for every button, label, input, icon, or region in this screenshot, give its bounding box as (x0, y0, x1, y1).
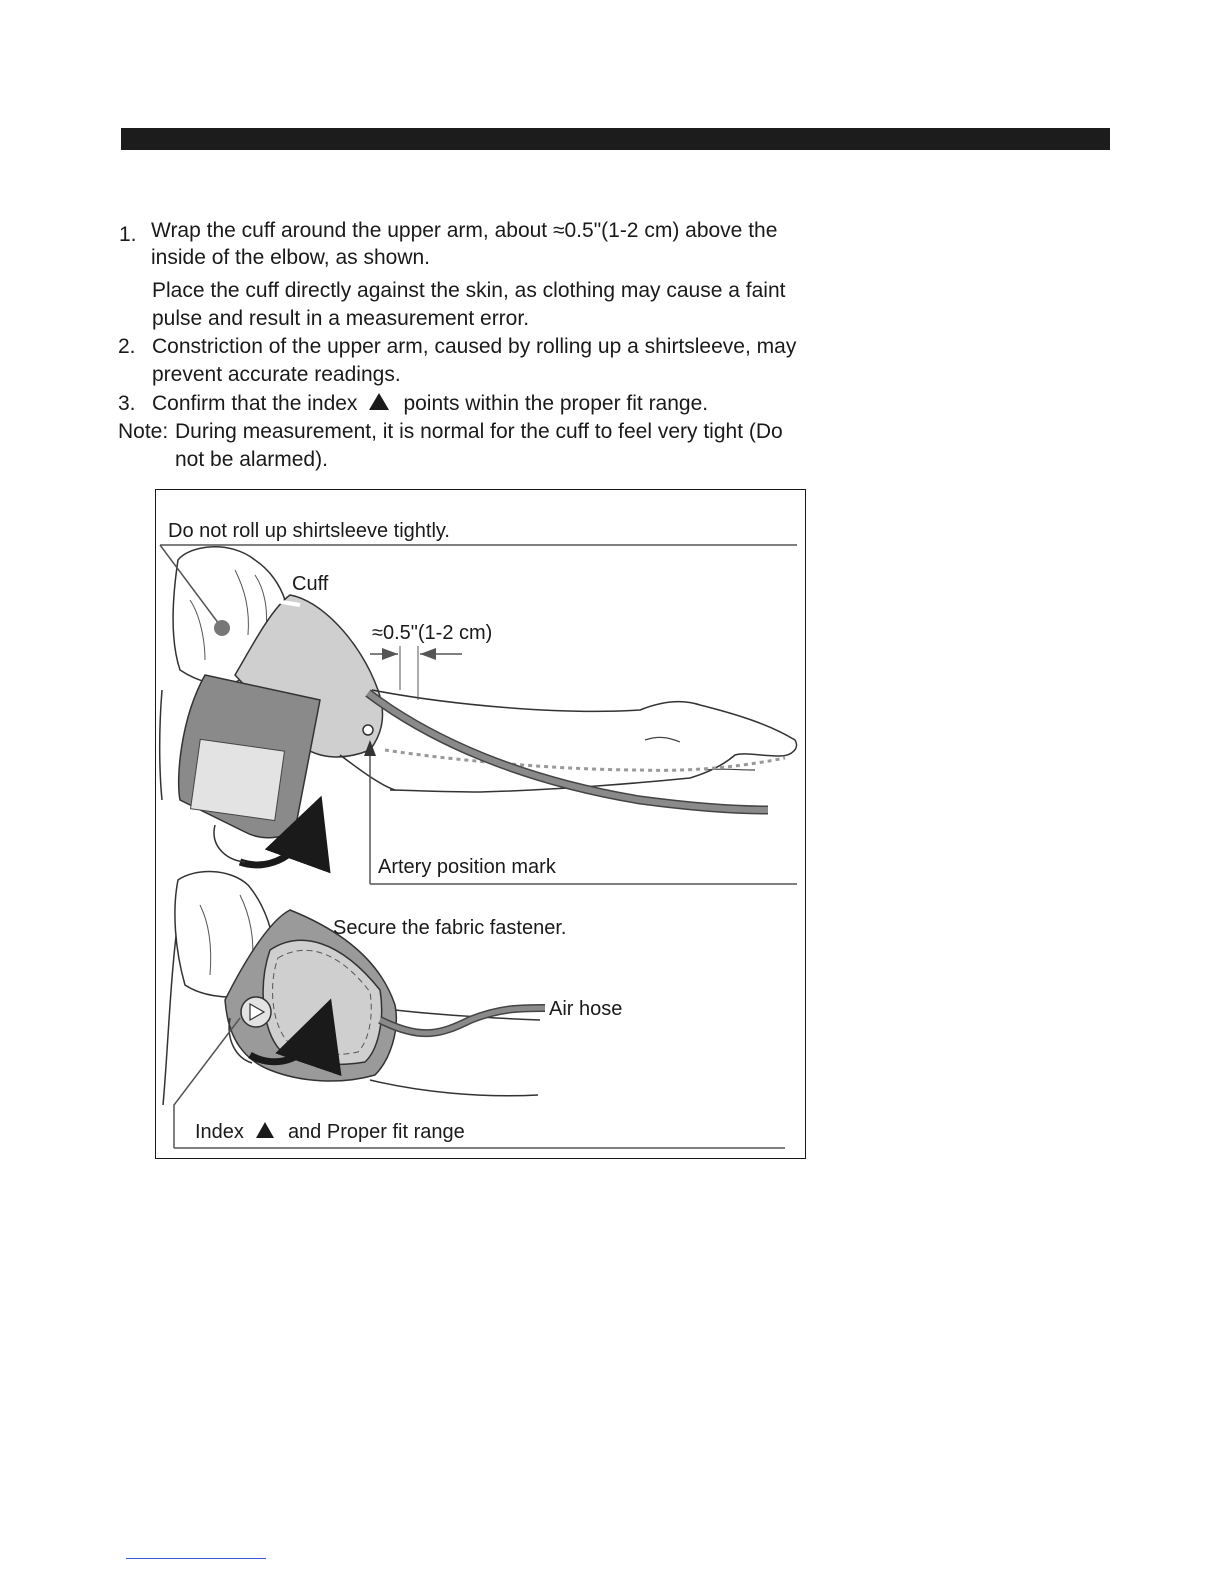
note-label: Note: (118, 420, 169, 443)
step-2-line-2: prevent accurate readings. (152, 363, 401, 386)
index-label-pre: Index (195, 1121, 244, 1143)
note-line-2: not be alarmed). (175, 448, 328, 471)
step-1-line-4: pulse and result in a measurement error. (152, 307, 530, 330)
index-label (195, 1120, 465, 1144)
step-1-line-3: Place the cuff directly against the skin, as clothing may cause a faint (152, 279, 786, 302)
footer-underline (126, 1558, 266, 1559)
cuff-label: Cuff (292, 573, 329, 595)
step-1-line-1: Wrap the cuff around the upper arm, about ≈0.5"(1-2 cm) above the (151, 219, 778, 242)
artery-position-label: Artery position mark (378, 856, 556, 878)
step-1-line-2: inside of the elbow, as shown. (151, 246, 431, 269)
fastener-patch (191, 739, 285, 820)
step-1-number: 1. (119, 223, 137, 246)
air-hose-label: Air hose (549, 998, 623, 1020)
fastener-label: Secure the fabric fastener. (333, 917, 567, 939)
sleeve-marker-dot (214, 620, 230, 636)
distance-label: ≈0.5"(1-2 cm) (372, 622, 493, 644)
step-2-number: 2. (118, 335, 136, 358)
artery-dotted-line (385, 750, 785, 770)
body-outline (160, 690, 162, 800)
step-2-line-1: Constriction of the upper arm, caused by rolling up a shirtsleeve, may (152, 335, 797, 358)
step-3-text-post: points within the proper fit range. (403, 392, 709, 415)
note-line-1: During measurement, it is normal for the cuff to feel very tight (Do (175, 420, 783, 443)
index-triangle-icon-figure (256, 1122, 274, 1138)
artery-mark-dot (363, 725, 373, 735)
sleeve-warning-label: Do not roll up shirtsleeve tightly. (168, 520, 450, 542)
index-label-post: and Proper fit range (287, 1121, 465, 1143)
forearm-outline (372, 690, 797, 792)
step-3-text-pre: Confirm that the index (152, 392, 358, 415)
step-3-number: 3. (118, 392, 136, 415)
